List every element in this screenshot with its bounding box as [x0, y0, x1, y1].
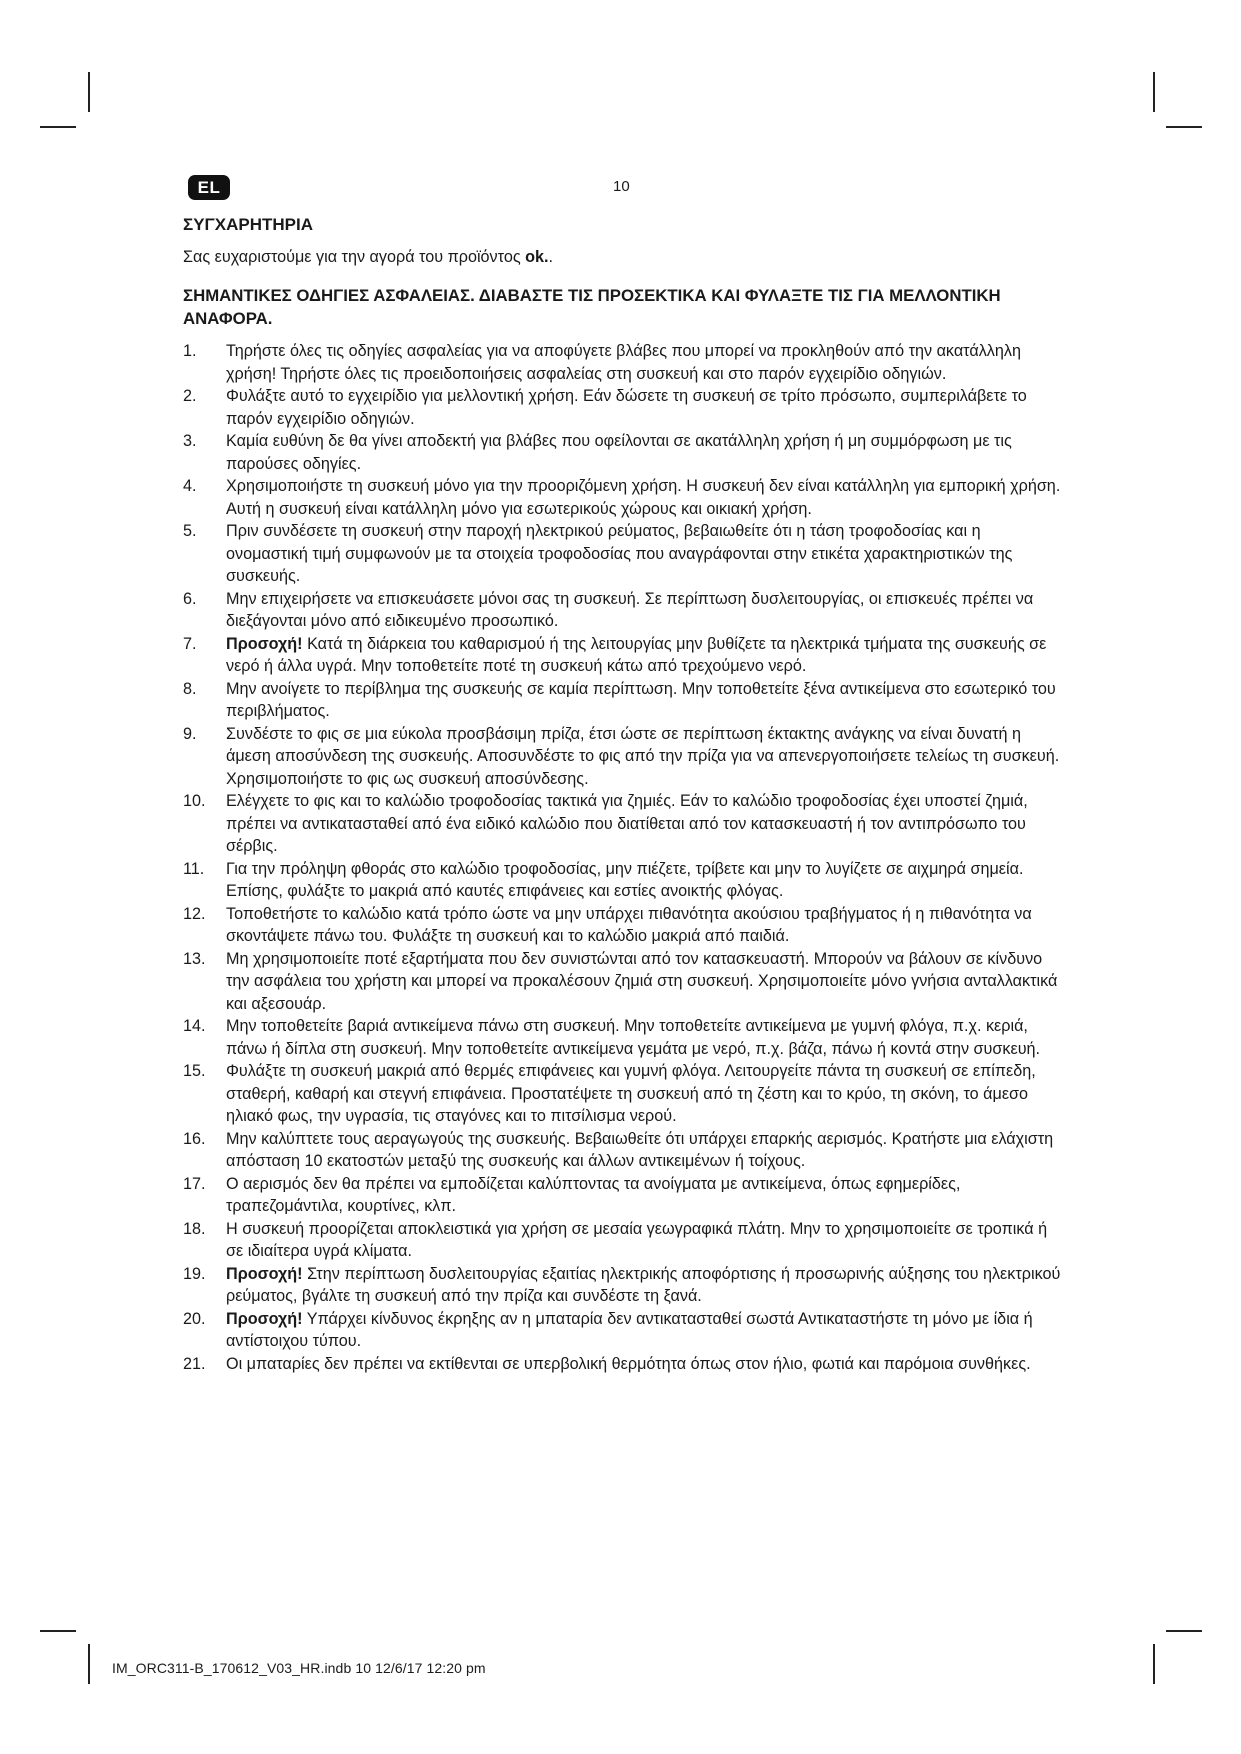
instruction-text: Κατά τη διάρκεια του καθαρισμού ή της λειτουργίας μην βυθίζετε τα ηλεκτρικά τμήματα της συσκευής σε νερό ή άλλα υγρά. Μην τοποθετείτε ποτέ τη συσκευή κάτω από τρεχούμενο νερό. — [226, 634, 1047, 675]
instruction-text: Συνδέστε το φις σε μια εύκολα προσβάσιμη πρίζα, έτσι ώστε σε περίπτωση έκτακτης ανάγκης να είναι δυνατή η άμεση αποσύνδεση της συσκευής. Αποσυνδέστε το φις από την πρίζα για να απενεργοποιήσετε τελείως τη συσκευή. Χρησιμοποιήστε το φις ως συσκευή αποσύνδεσης. — [226, 724, 1060, 788]
language-badge: EL — [188, 175, 230, 200]
safety-instruction-item — [183, 588, 1063, 633]
instruction-text: Μην τοποθετείτε βαριά αντικείμενα πάνω στη συσκευή. Μην τοποθετείτε αντικείμενα με γυμνή φλόγα, π.χ. κεριά, πάνω ή δίπλα στη συσκευή. Μην τοποθετείτε αντικείμενα γεμάτα με νερό, π.χ. βάζα, πάνω ή κοντά στην συσκευή. — [226, 1017, 1041, 1058]
instruction-number: 9. — [183, 724, 197, 743]
brand-name: ok. — [525, 247, 549, 266]
instruction-text: Χρησιμοποιήστε τη συσκευή μόνο για την προοριζόμενη χρήση. Η συσκευή δεν είναι κατάλληλη για εμπορική χρήση. Αυτή η συσκευή είναι κατάλληλη μόνο για εσωτερικούς χώρους και οικιακή χρήση. — [226, 477, 1061, 518]
instruction-number: 12. — [183, 904, 206, 923]
safety-instruction-item — [183, 340, 1063, 385]
instruction-number: 8. — [183, 679, 197, 698]
safety-instruction-item — [183, 1128, 1063, 1173]
safety-instruction-item — [183, 1263, 1063, 1308]
instruction-number: 18. — [183, 1219, 206, 1238]
safety-instruction-item — [183, 723, 1063, 791]
instruction-number: 16. — [183, 1129, 206, 1148]
instruction-number: 13. — [183, 949, 206, 968]
instruction-text: Φυλάξτε τη συσκευή μακριά από θερμές επιφάνειες και γυμνή φλόγα. Λειτουργείτε πάντα τη συσκευή σε επίπεδη, σταθερή, καθαρή και στεγνή επιφάνεια. Προστατέψετε τη συσκευή από τη ζέστη και το κρύο, τη σκόνη, το άμεσο ηλιακό φως, την υγρασία, τις σταγόνες και το πιτσίλισμα νερού. — [226, 1062, 1036, 1125]
crop-mark-bottom-right-horizontal — [1166, 1630, 1202, 1632]
instruction-text: Μην ανοίγετε το περίβλημα της συσκευής σε καμία περίπτωση. Μην τοποθετείτε ξένα αντικείμενα στο εσωτερικό του περιβλήματος. — [226, 679, 1056, 720]
safety-instruction-item — [183, 1353, 1063, 1376]
instruction-text: Οι μπαταρίες δεν πρέπει να εκτίθενται σε υπερβολική θερμότητα όπως στον ήλιο, φωτιά και παρόμοια συνθήκες. — [226, 1354, 1031, 1373]
page-number: 10 — [613, 178, 630, 195]
crop-mark-top-right-horizontal — [1166, 126, 1202, 128]
safety-heading: ΣΗΜΑΝΤΙΚΕΣ ΟΔΗΓΙΕΣ ΑΣΦΑΛΕΙΑΣ. ΔΙΑΒΑΣΤΕ ΤΙΣ ΠΡΟΣΕΚΤΙΚΑ ΚΑΙ ΦΥΛΑΞΤΕ ΤΙΣ ΓΙΑ ΜΕΛΛΟΝΤΙΚΗ ΑΝΑΦΟΡΑ. — [183, 286, 1001, 328]
safety-instruction-item — [183, 385, 1063, 430]
instruction-text: Μην επιχειρήσετε να επισκευάσετε μόνοι σας τη συσκευή. Σε περίπτωση δυσλειτουργίας, οι επισκευές πρέπει να διεξάγονται μόνο από ειδικευμένο προσωπικό. — [226, 589, 1034, 630]
instruction-number: 21. — [183, 1354, 206, 1373]
safety-instruction-item — [183, 633, 1063, 678]
instruction-number: 1. — [183, 342, 197, 360]
safety-instruction-item — [183, 948, 1063, 1016]
instruction-text: Ελέγχετε το φις και το καλώδιο τροφοδοσίας τακτικά για ζημιές. Εάν το καλώδιο τροφοδοσίας έχει υποστεί ζημιά, πρέπει να αντικατασταθεί από ένα ειδικό καλώδιο που διατίθεται από τον κατασκευαστή ή τον αντιπρόσωπο του σέρβις. — [226, 792, 1028, 855]
instruction-number: 5. — [183, 522, 197, 540]
instruction-text: Υπάρχει κίνδυνος έκρηξης αν η μπαταρία δεν αντικατασταθεί σωστά Αντικαταστήστε τη μόνο με ίδια ή αντίστοιχου τύπου. — [226, 1309, 1033, 1350]
caution-label: Προσοχή! — [226, 634, 303, 653]
safety-instruction-item — [183, 678, 1063, 723]
safety-instruction-item — [183, 475, 1063, 520]
safety-instruction-item — [183, 1060, 1063, 1128]
instruction-number: 6. — [183, 589, 197, 608]
caution-label: Προσοχή! — [226, 1264, 303, 1283]
safety-instruction-item — [183, 1218, 1063, 1263]
safety-instruction-item — [183, 1015, 1063, 1060]
safety-instruction-item — [183, 903, 1063, 948]
instruction-text: Ο αερισμός δεν θα πρέπει να εμποδίζεται καλύπτοντας τα ανοίγματα με αντικείμενα, όπως εφημερίδες, τραπεζομάντιλα, κουρτίνες, κλπ. — [226, 1174, 961, 1215]
instruction-number: 11. — [183, 859, 205, 878]
crop-mark-bottom-left-horizontal — [40, 1630, 76, 1632]
instruction-text: Πριν συνδέσετε τη συσκευή στην παροχή ηλεκτρικού ρεύματος, βεβαιωθείτε ότι η τάση τροφοδοσίας και η ονομαστική τιμή συμφωνούν με τα στοιχεία τροφοδοσίας που αναγράφονται στην ετικέτα χαρακτηριστικών της συσκευής. — [226, 522, 1013, 585]
crop-mark-bottom-right-vertical — [1153, 1644, 1155, 1684]
safety-instruction-item — [183, 520, 1063, 588]
instruction-text: Στην περίπτωση δυσλειτουργίας εξαιτίας ηλεκτρικής αποφόρτισης ή προσωρινής αύξησης του ηλεκτρικού ρεύματος, βγάλτε τη συσκευή από την πρίζα και συνδέστε τη ξανά. — [226, 1264, 1061, 1305]
thanks-line — [183, 246, 1063, 269]
crop-mark-top-right-vertical — [1153, 72, 1155, 112]
crop-mark-bottom-left-vertical — [88, 1644, 90, 1684]
instruction-number: 10. — [183, 792, 206, 810]
instruction-text: Καμία ευθύνη δε θα γίνει αποδεκτή για βλάβες που οφείλονται σε ακατάλληλη χρήση ή μη συμμόρφωση με τις παρούσες οδηγίες. — [226, 432, 1012, 473]
safety-instruction-item — [183, 1173, 1063, 1218]
instruction-text: Για την πρόληψη φθοράς στο καλώδιο τροφοδοσίας, μην πιέζετε, τρίβετε και μην το λυγίζετε σε αιχμηρά σημεία. Επίσης, φυλάξτε το μακριά από καυτές επιφάνειες και εστίες ανοικτής φλόγας. — [226, 859, 1024, 900]
page-title: ΣΥΓΧΑΡΗΤΗΡΙΑ — [183, 215, 313, 234]
safety-instruction-item — [183, 858, 1063, 903]
crop-mark-top-left-vertical — [88, 72, 90, 112]
safety-instructions-list — [183, 340, 1063, 1375]
instruction-number: 14. — [183, 1017, 206, 1035]
instruction-text: Φυλάξτε αυτό το εγχειρίδιο για μελλοντική χρήση. Εάν δώσετε τη συσκευή σε τρίτο πρόσωπο, συμπεριλάβετε το παρόν εγχειρίδιο οδηγιών. — [226, 387, 1027, 428]
instruction-text: Τηρήστε όλες τις οδηγίες ασφαλείας για να αποφύγετε βλάβες που μπορεί να προκληθούν από την ακατάλληλη χρήση! Τηρήστε όλες τις προειδοποιήσεις ασφαλείας στη συσκευή και στο παρόν εγχειρίδιο οδηγιών. — [226, 342, 1021, 383]
instruction-number: 20. — [183, 1309, 206, 1328]
crop-mark-top-left-horizontal — [40, 126, 76, 128]
thanks-prefix: Σας ευχαριστούμε για την αγορά του προϊόντος — [183, 247, 526, 266]
caution-label: Προσοχή! — [226, 1309, 303, 1328]
safety-instruction-item — [183, 1308, 1063, 1353]
instruction-text: Μην καλύπτετε τους αεραγωγούς της συσκευής. Βεβαιωθείτε ότι υπάρχει επαρκής αερισμός. Κρατήστε μια ελάχιστη απόσταση 10 εκατοστών μεταξύ της συσκευής και άλλων αντικειμένων ή τοίχους. — [226, 1129, 1054, 1170]
instruction-text: Μη χρησιμοποιείτε ποτέ εξαρτήματα που δεν συνιστώνται από τον κατασκευαστή. Μπορούν να βάλουν σε κίνδυνο την ασφάλεια του χρήστη και μπορεί να προκαλέσουν ζημιά στη συσκευή. Χρησιμοποιείτε μόνο γνήσια ανταλλακτικά και αξεσουάρ. — [226, 949, 1058, 1013]
instruction-text: Η συσκευή προορίζεται αποκλειστικά για χρήση σε μεσαία γεωγραφικά πλάτη. Μην το χρησιμοποιείτε σε τροπικά ή σε ιδιαίτερα υγρά κλίματα. — [226, 1219, 1048, 1260]
safety-instruction-item — [183, 430, 1063, 475]
instruction-number: 7. — [183, 634, 197, 653]
instruction-number: 2. — [183, 387, 197, 405]
instruction-text: Τοποθετήστε το καλώδιο κατά τρόπο ώστε να μην υπάρχει πιθανότητα ακούσιου τραβήγματος ή η πιθανότητα να σκοντάψετε πάνω του. Φυλάξτε τη συσκευή και το καλώδιο μακριά από παιδιά. — [226, 904, 1032, 945]
instruction-number: 4. — [183, 477, 197, 495]
instruction-number: 17. — [183, 1174, 206, 1193]
instruction-number: 3. — [183, 432, 197, 450]
document-body — [183, 214, 1063, 1375]
safety-instruction-item — [183, 790, 1063, 858]
instruction-number: 15. — [183, 1062, 206, 1080]
thanks-suffix: . — [548, 247, 554, 266]
print-footer: IM_ORC311-B_170612_V03_HR.indb 10 12/6/17 12:20 pm — [112, 1660, 486, 1676]
instruction-number: 19. — [183, 1264, 206, 1283]
